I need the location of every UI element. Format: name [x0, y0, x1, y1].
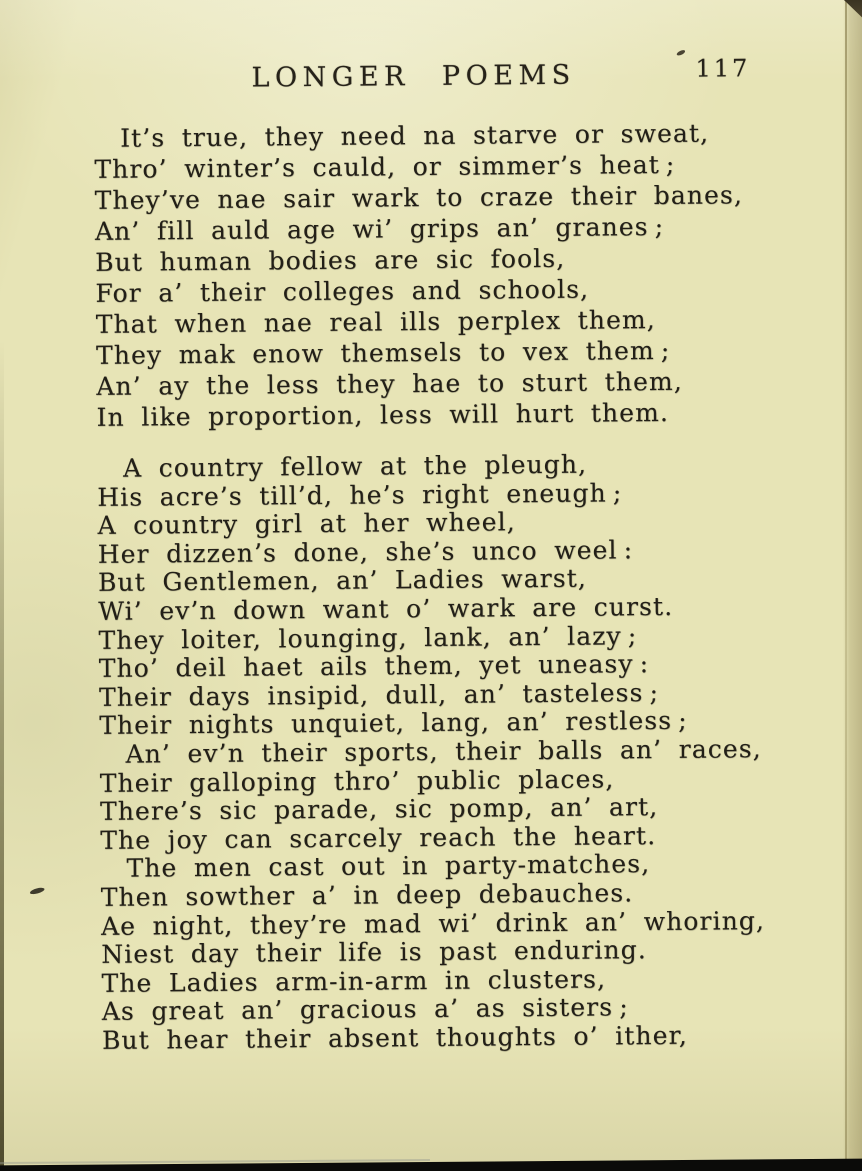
poem-line: They’ve nae sair wark to craze their banes,: [94, 180, 744, 215]
poem-line: Ae night, they’re mad wi’ drink an’ whoring,: [100, 905, 766, 941]
poem-line: An’ ay the less they hae to sturt them,: [96, 366, 683, 401]
poem-line: The joy can scarcely reach the heart.: [100, 820, 657, 855]
poem-line: His acre’s till’d, he’s right eneugh ;: [97, 477, 623, 512]
poem-line: As great an’ gracious a’ as sisters ;: [101, 992, 629, 1027]
poem-line: Tho’ deil haet ails them, yet uneasy :: [98, 649, 650, 684]
page-number: 117: [695, 54, 751, 83]
poem-line: Their nights unquiet, lang, an’ restless ;: [99, 706, 688, 741]
poem-line: An’ fill auld age wi’ grips an’ granes ;: [94, 211, 665, 246]
poem-line: Wi’ ev’n down want o’ wark are curst.: [98, 591, 674, 626]
poem-line: They mak enow themsels to vex them ;: [95, 335, 671, 370]
poem-line: The men cast out in party-matches,: [126, 849, 651, 883]
stanza-1: [94, 117, 761, 433]
running-header-title: LONGER POEMS: [251, 59, 576, 94]
poem-line: An’ ev’n their sports, their balls an’ races,: [125, 734, 762, 769]
poem-line: For a’ their colleges and schools,: [95, 274, 590, 308]
stanza-2: [97, 449, 766, 1055]
poem-line: Their days insipid, dull, an’ tasteless ;: [98, 677, 660, 712]
poem-line: That when nae real ills perplex them,: [95, 305, 656, 339]
ink-speck: [29, 887, 45, 896]
poem-line: A country fellow at the pleugh,: [122, 449, 588, 483]
poem-line: Their galloping thro’ public places,: [99, 763, 615, 798]
poem-line: Then sowther a’ in deep debauches.: [100, 878, 634, 912]
poem-line: They loiter, lounging, lank, an’ lazy ;: [98, 620, 638, 655]
poem-line: Her dizzen’s done, she’s unco weel :: [97, 535, 634, 569]
poem-line: A country girl at her wheel,: [97, 507, 516, 541]
poem-text: [94, 117, 766, 1055]
poem-line: But Gentlemen, an’ Ladies warst,: [97, 564, 588, 598]
poem-line: Thro’ winter’s cauld, or simmer’s heat ;: [94, 149, 676, 184]
poem-line: It’s true, they need na starve or sweat,: [120, 118, 710, 153]
ink-speck: [676, 49, 686, 56]
poem-line: The Ladies arm-in-arm in clusters,: [101, 964, 607, 998]
poem-line: But hear their absent thoughts o’ ither,: [101, 1020, 688, 1055]
poem-line: There’s sic parade, sic pomp, an’ art,: [99, 792, 659, 827]
poem-line: In like proportion, less will hurt them.: [96, 397, 670, 432]
page-edge-left: [0, 340, 4, 1171]
poem-line: But human bodies are sic fools,: [95, 243, 566, 277]
poem-line: Niest day their life is past enduring.: [101, 935, 647, 969]
page-edge-right-line: [845, 0, 847, 1171]
